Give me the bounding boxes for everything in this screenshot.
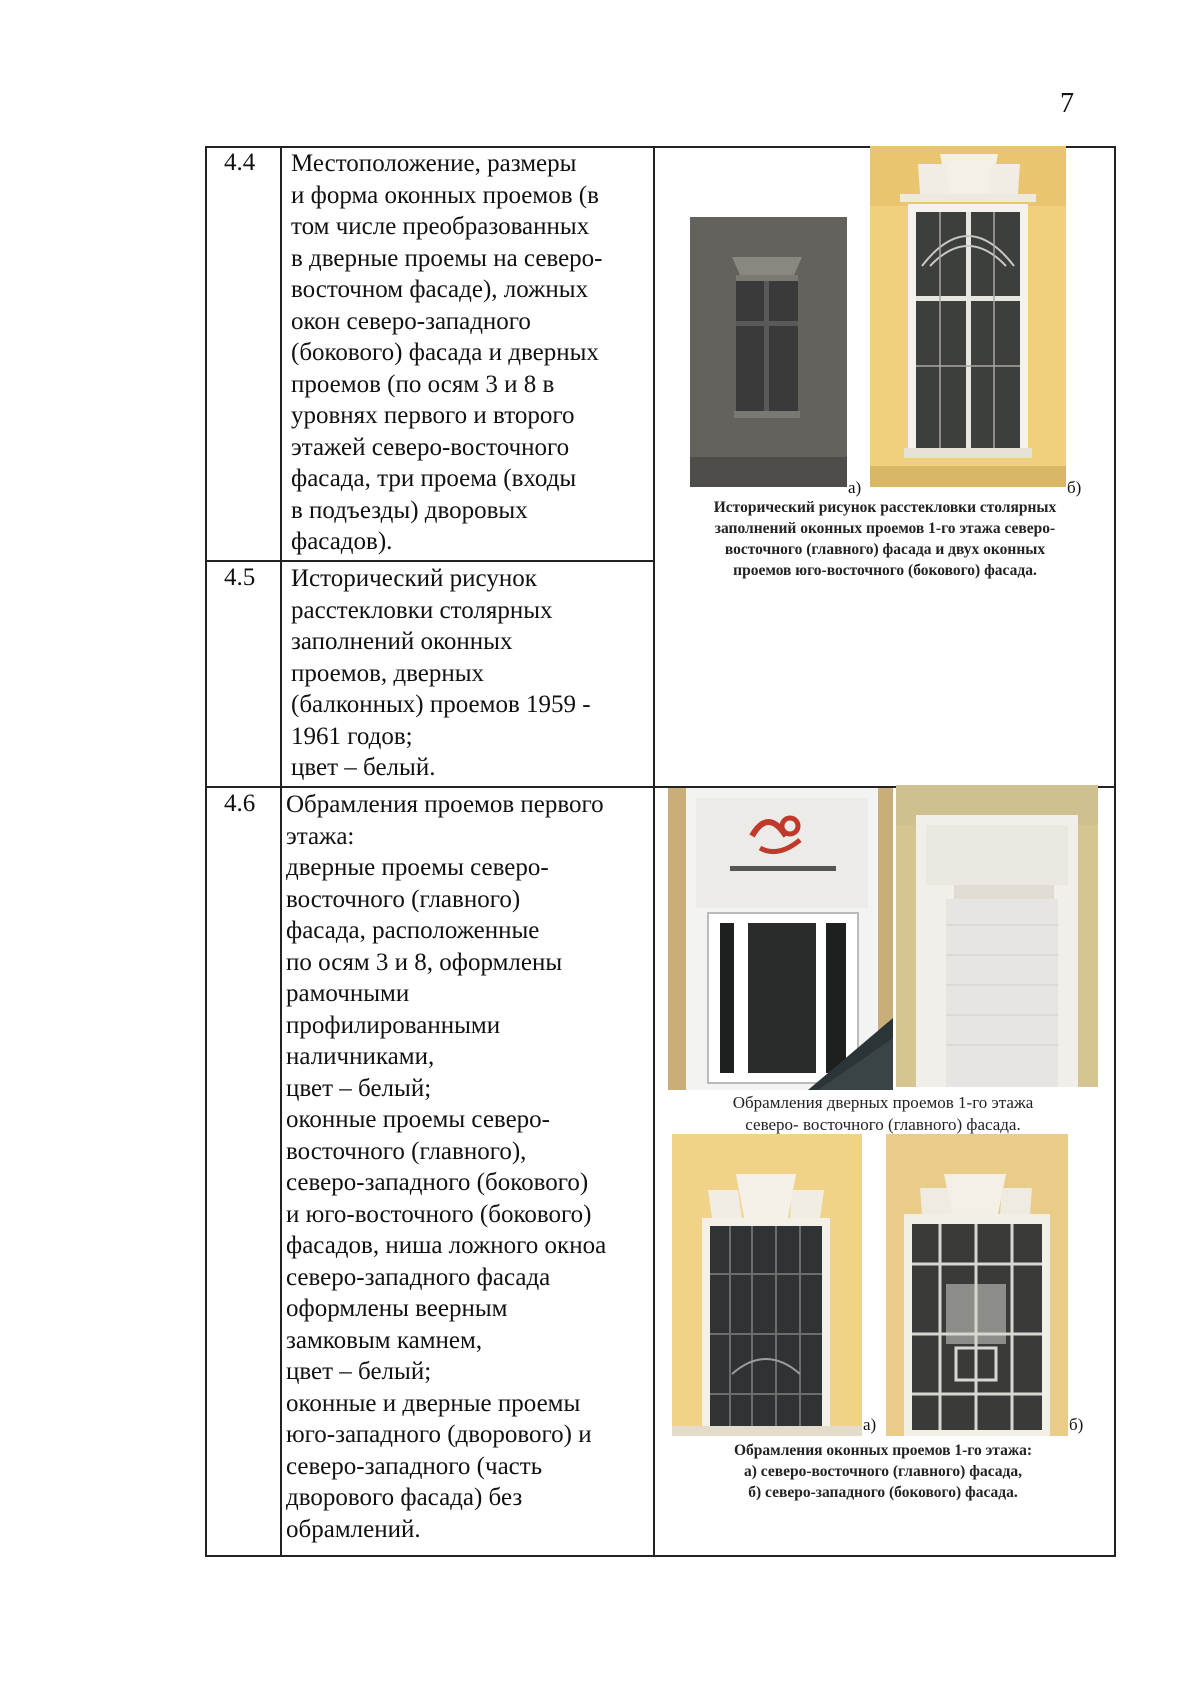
caption-window-frames-line-1: Обрамления оконных проемов 1-го этажа:	[734, 1442, 1032, 1459]
photo-window-frame-a-label: а)	[863, 1415, 877, 1434]
photo-window-a	[690, 217, 847, 487]
photo-window-frame-b-label: б)	[1069, 1415, 1084, 1434]
caption-window-frames-line-2: а) северо-восточного (главного) фасада,	[744, 1463, 1022, 1480]
caption-windows-historic-line-3: восточного (главного) фасада и двух оконных	[724, 541, 1046, 558]
photo-window-b	[870, 146, 1066, 487]
photo-door-frame-b	[896, 785, 1098, 1087]
caption-door-frames-line-1: Обрамления дверных проемов 1-го этажа	[732, 1093, 1034, 1112]
photo-window-frame-b	[886, 1134, 1068, 1436]
row-number-4-6: 4.6	[224, 790, 256, 817]
table-column-divider-2	[653, 146, 655, 1557]
page-number: 7	[1060, 88, 1074, 119]
row-number-4-5: 4.5	[224, 564, 256, 591]
photo-door-frame-a	[668, 788, 893, 1090]
table-border-bottom	[205, 1555, 1116, 1557]
caption-window-frames	[668, 1440, 1098, 1503]
caption-windows-historic-line-2: заполнений оконных проемов 1-го этажа северо-	[714, 520, 1056, 537]
caption-window-frames-line-3: б) северо-западного (бокового) фасада.	[748, 1484, 1018, 1501]
caption-windows-historic	[662, 497, 1108, 581]
row-text-4-4: Местоположение, размеры и форма оконных проемов (в том числе преобразованных в дверные проемы на северо- восточном фасаде), ложных окон северо-западного (бокового) фасада и дверных проемов (по осям 3 и 8 в уровнях первого и второго этажей северо-восточного фасада, три проема (входы в подъезды) дворовых фасадов).	[291, 150, 603, 555]
table-border-left	[205, 146, 207, 1557]
table-row-divider-1	[205, 560, 655, 562]
photo-window-b-label: б)	[1067, 478, 1082, 497]
caption-door-frames-line-2: северо- восточного (главного) фасада.	[745, 1115, 1021, 1134]
photo-window-a-label: а)	[848, 478, 862, 497]
row-text-4-5: Исторический рисунок расстекловки столярных заполнений оконных проемов, дверных (балконных) проемов 1959 - 1961 годов; цвет – белый.	[291, 565, 591, 781]
caption-windows-historic-line-1: Исторический рисунок расстекловки столярных	[713, 499, 1057, 516]
photo-window-frame-a	[672, 1134, 862, 1436]
row-text-4-6: Обрамления проемов первого этажа: дверные проемы северо- восточного (главного) фасада, расположенные по осям 3 и 8, оформлены рамочными профилированными наличниками, цвет – белый; оконные проемы северо- восточного (главного), северо-западного (бокового) и юго-восточного (бокового) фасадов, ниша ложного окноа северо-западного фасада оформлены веерным замковым камнем, цвет – белый; оконные и дверные проемы юго-западного (дворового) и северо-западного (часть дворового фасада) без обрамлений.	[286, 791, 607, 1543]
table-column-divider-1	[280, 146, 282, 1557]
caption-windows-historic-line-4: проемов юго-восточного (бокового) фасада.	[733, 562, 1037, 579]
caption-door-frames	[668, 1092, 1098, 1136]
row-number-4-4: 4.4	[224, 149, 256, 176]
table-border-right	[1114, 146, 1116, 1557]
